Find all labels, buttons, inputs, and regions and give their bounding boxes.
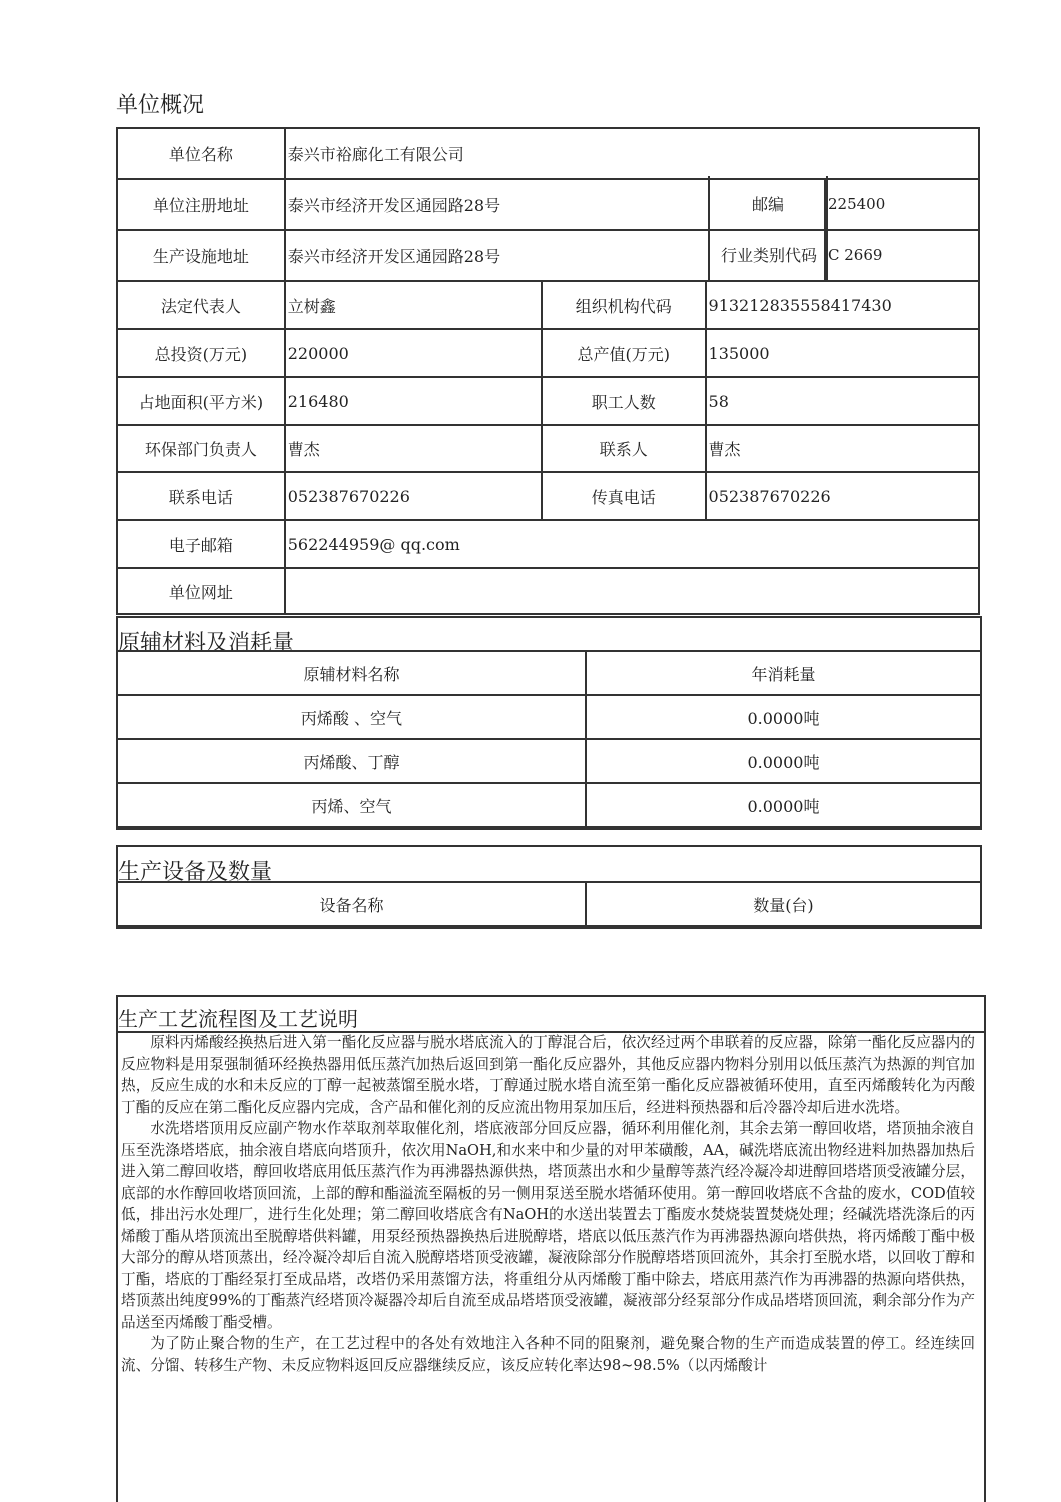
table-row: [117, 783, 981, 827]
overview-row: [117, 520, 979, 568]
materials-header: 年消耗量: [586, 651, 981, 695]
field-label: 生产设施地址: [117, 230, 285, 281]
field-label: 总产值(万元): [542, 329, 706, 377]
employees-value: 58: [706, 377, 979, 425]
postcode-label: 邮编: [751, 195, 784, 214]
postcode-value: 225400: [828, 194, 886, 213]
field-label: 总投资(万元): [117, 329, 285, 377]
materials-header: 原辅材料名称: [117, 651, 586, 695]
field-label: 联系电话: [117, 472, 285, 520]
legal-rep-value: 立树鑫: [285, 281, 542, 329]
process-paragraph: 原料丙烯酸经换热后进入第一酯化反应器与脱水塔底流入的丁醇混合后，依次经过两个串联着的反应器，除第一酯化反应器内的反应物料是用泵强制循环经换热器用低压蒸汽加热后返回到第一酯化反应器外，其他反应器内物料分别用以低压蒸汽为热源的判官加热，反应生成的水和未反应的丁醇一起被蒸馏至脱水塔，丁醇通过脱水塔自流至第一酯化反应器被循环使用，直至丙烯酸转化为丙酸丁酯的反应在第二酯化反应器内完成，含产品和催化剂的反应流出物用泵加压后，经进料预热器和后冷器冷却后进水洗塔。: [121, 1034, 975, 1116]
total-output-value: 135000: [706, 329, 979, 377]
field-label: 环保部门负责人: [117, 425, 285, 472]
equipment-header-row: [117, 882, 981, 926]
field-label: 组织机构代码: [542, 281, 706, 329]
industry-code-value: C 2669: [828, 245, 883, 264]
equipment-header: 设备名称: [117, 882, 586, 926]
field-label: 单位注册地址: [117, 179, 285, 230]
process-title: 生产工艺流程图及工艺说明: [118, 1007, 358, 1031]
material-name: 丙烯酸 、空气: [117, 695, 586, 739]
overview-row: [117, 329, 979, 377]
phone-value: 052387670226: [285, 472, 542, 520]
fax-value: 052387670226: [706, 472, 979, 520]
field-label: 联系人: [542, 425, 706, 472]
material-amount: 0.0000吨: [586, 695, 981, 739]
overview-row: [117, 425, 979, 472]
env-head-value: 曹杰: [285, 425, 542, 472]
field-label: 单位网址: [117, 568, 285, 614]
divider: [708, 176, 710, 280]
table-row: [117, 695, 981, 739]
process-paragraph: 为了防止聚合物的生产，在工艺过程中的各处有效地注入各种不同的阻聚剂，避免聚合物的生产而造成装置的停工。经连续回流、分馏、转移生产物、未反应物料返回反应器继续反应，该反应转化率达98~98.5%（以丙烯酸计: [121, 1335, 975, 1374]
org-code-value: 913212835558417430: [706, 281, 979, 329]
overview-row: [117, 377, 979, 425]
materials-table: [116, 650, 982, 828]
overview-row: [117, 568, 979, 614]
facility-address-value: 泰兴市经济开发区通园路28号: [285, 230, 826, 281]
overview-row: [117, 281, 979, 329]
industry-code-label: 行业类别代码: [720, 246, 817, 265]
materials-header-row: [117, 651, 981, 695]
materials-title: 原辅材料及消耗量: [118, 631, 295, 656]
table-row: [117, 739, 981, 783]
equipment-header: 数量(台): [586, 882, 981, 926]
website-value: [285, 568, 979, 614]
overview-row: [117, 472, 979, 520]
field-label: 电子邮箱: [117, 520, 285, 568]
field-label: 法定代表人: [117, 281, 285, 329]
company-name-value: 泰兴市裕廊化工有限公司: [285, 128, 979, 179]
field-label: 单位名称: [117, 128, 285, 179]
overview-title: 单位概况: [116, 93, 205, 118]
area-value: 216480: [285, 377, 542, 425]
material-name: 丙烯酸、丁醇: [117, 739, 586, 783]
equipment-title: 生产设备及数量: [118, 860, 273, 885]
field-label: 传真电话: [542, 472, 706, 520]
registered-address-value: 泰兴市经济开发区通园路28号: [285, 179, 826, 230]
field-label: 职工人数: [542, 377, 706, 425]
material-amount: 0.0000吨: [586, 739, 981, 783]
contact-value: 曹杰: [706, 425, 979, 472]
equipment-table: [116, 881, 982, 927]
overview-row: [117, 128, 979, 179]
email-value: 562244959@ qq.com: [285, 520, 979, 568]
total-investment-value: 220000: [285, 329, 542, 377]
field-label: 占地面积(平方米): [117, 377, 285, 425]
material-name: 丙烯、空气: [117, 783, 586, 827]
material-amount: 0.0000吨: [586, 783, 981, 827]
process-paragraph: 水洗塔塔顶用反应副产物水作萃取剂萃取催化剂，塔底液部分回反应器，循环利用催化剂，其余去第一醇回收塔，塔顶抽余液自压至洗涤塔塔底，抽余液自塔底向塔顶升，依次用NaOH,和水来中和少量的对甲苯磺酸，AA，碱洗塔底流出物经进料加热器加热后进入第二醇回收塔，醇回收塔底用低压蒸汽作为再沸器热源供热，塔顶蒸出水和少量醇等蒸汽经冷凝冷却进醇回塔塔顶受液罐分层，底部的水作醇回收塔顶回流，上部的醇和酯溢流至隔板的另一侧用泵送至脱水塔循环使用。第一醇回收塔底不含盐的废水，COD值较低，排出污水处理厂，进行生化处理；第二醇回收塔底含有NaOH的水送出装置去丁酯废水焚烧装置焚烧处理；经碱洗塔洗涤后的丙烯酸丁酯从塔顶流出至脱醇塔供料罐，用泵经预热器换热后进脱醇塔，塔底以低压蒸汽作为再沸器热源向塔供热，将丙烯酸丁酯中极大部分的醇从塔顶蒸出，经冷凝冷却后自流入脱醇塔塔顶受液罐，凝液除部分作脱醇塔塔顶回流外，其余打至脱水塔，以回收丁醇和丁酯，塔底的丁酯经泵打至成品塔，改塔仍采用蒸馏方法，将重组分从丙烯酸丁酯中除去，塔底用蒸汽作为再沸器的热源向塔供热，塔顶蒸出纯度99%的丁酯蒸汽经塔顶冷凝器冷却后自流至成品塔塔顶受液罐，凝液部分经泵部分作成品塔塔顶回流，剩余部分作为产品送至丙烯酸丁酯受槽。: [121, 1120, 975, 1331]
process-text: [121, 1032, 975, 1376]
divider: [826, 176, 828, 280]
